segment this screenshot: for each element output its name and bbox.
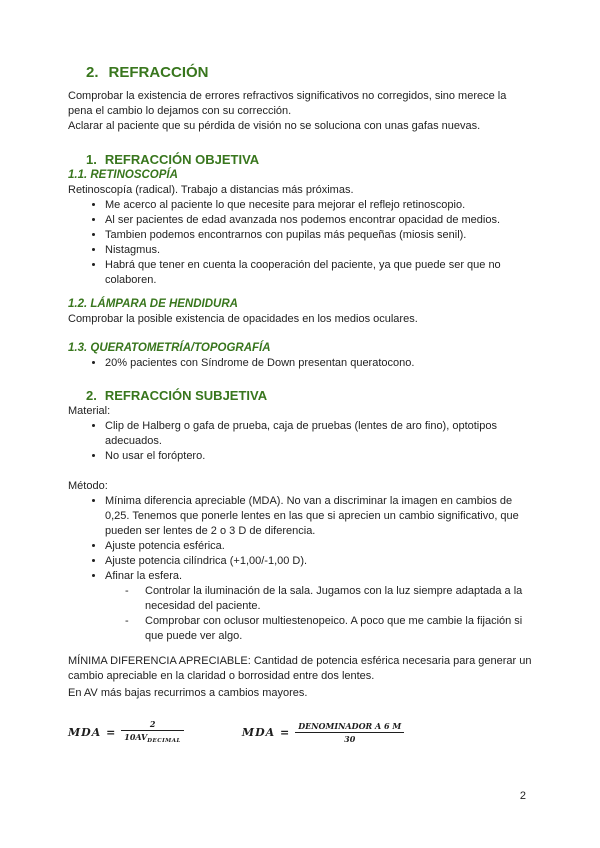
metodo-label: Método:: [68, 480, 108, 492]
main-heading: [86, 64, 532, 82]
section-heading-refraccion-objetiva: [86, 151, 532, 168]
list-item: • Afinar la esfera.: [105, 569, 532, 584]
intro-paragraph-2: Aclarar al paciente que su pérdida de visión no se soluciona con unas gafas nuevas.: [68, 120, 481, 132]
list-item: • Me acerco al paciente lo que necesite para mejorar el reflejo retinoscopio.: [105, 198, 532, 213]
list-item: - Controlar la iluminación de la sala. Jugamos con la luz siempre adaptada a la necesidad del paciente.: [145, 584, 532, 614]
queratometria-bullet-list: [68, 356, 532, 371]
list-item: • Ajuste potencia esférica.: [105, 539, 532, 554]
list-item: • Ajuste potencia cilíndrica (+1,00/-1,00 D).: [105, 554, 532, 569]
list-item: • Tambien podemos encontrarnos con pupilas más pequeñas (miosis senil).: [105, 228, 532, 243]
page-content: [68, 64, 532, 746]
section-heading-refraccion-subjetiva: [86, 387, 532, 404]
retinoscopia-intro: Retinoscopía (radical). Trabajo a distancias más próximas.: [68, 184, 354, 196]
subsection-heading-retinoscopia: 1.1. RETINOSCOPÍA: [68, 169, 178, 181]
subsection-heading-queratometria: 1.3. QUERATOMETRÍA/TOPOGRAFÍA: [68, 342, 271, 354]
section-number: 1.: [86, 152, 97, 167]
formula-row: [68, 719, 532, 746]
retinoscopia-bullet-list: [68, 198, 532, 288]
av-note: En AV más bajas recurrimos a cambios mayores.: [68, 687, 308, 699]
page-number: 2: [519, 790, 526, 802]
main-heading-number: 2.: [86, 64, 99, 81]
fraction: [121, 719, 184, 746]
formula-lhs: MDA =: [68, 726, 117, 739]
formula-lhs: MDA =: [241, 726, 291, 739]
lampara-body: Comprobar la posible existencia de opacidades en los medios oculares.: [68, 313, 418, 325]
denominator-text: 10AV: [124, 732, 148, 742]
fraction-numerator: DENOMINADOR A 6 M: [298, 721, 402, 731]
intro-paragraph-1: Comprobar la existencia de errores refractivos significativos no corregidos, sino merece la pena el cambio lo dejamos con su corrección.: [68, 90, 507, 117]
fraction-numerator: 2: [149, 719, 156, 729]
material-label: Material:: [68, 405, 111, 417]
list-item: - Comprobar con oclusor multiestenopeico. A poco que me cambie la fijación si que puede ver algo.: [145, 614, 532, 644]
section-title: REFRACCIÓN OBJETIVA: [104, 152, 260, 167]
main-heading-text: REFRACCIÓN: [108, 64, 209, 81]
list-item: • Nistagmus.: [105, 243, 532, 258]
material-bullet-list: [68, 419, 532, 464]
afinar-sub-bullet-list: [68, 584, 532, 644]
fraction: [295, 721, 404, 744]
list-item: • Mínima diferencia apreciable (MDA). No van a discriminar la imagen en cambios de 0,25. Tenemos que ponerle lentes en las que si aprecien un cambio significativo, que pueden ser lentes de 2 o 3 D de diferencia.: [105, 494, 532, 539]
mda-definition: MÍNIMA DIFERENCIA APRECIABLE: Cantidad de potencia esférica necesaria para generar un cambio apreciable en la claridad o borrosidad entre dos lentes.: [68, 655, 532, 682]
formula-mda-av-decimal: [68, 719, 184, 746]
subsection-heading-lampara-hendidura: 1.2. LÁMPARA DE HENDIDURA: [68, 298, 238, 310]
metodo-bullet-list: [68, 494, 532, 584]
section-title: REFRACCIÓN SUBJETIVA: [104, 388, 268, 403]
list-item: • 20% pacientes con Síndrome de Down presentan queratocono.: [105, 356, 532, 371]
list-item: • Al ser pacientes de edad avanzada nos podemos encontrar opacidad de medios.: [105, 213, 532, 228]
list-item: • Clip de Halberg o gafa de prueba, caja de pruebas (lentes de aro fino), optotipos adecuados.: [105, 419, 532, 449]
list-item: • Habrá que tener en cuenta la cooperación del paciente, ya que puede ser que no colaboren.: [105, 258, 532, 288]
list-item: • No usar el foróptero.: [105, 449, 532, 464]
fraction-denominator: 30: [295, 732, 404, 744]
denominator-subscript: DECIMAL: [147, 738, 181, 744]
section-number: 2.: [86, 388, 97, 403]
formula-mda-denominador-6m: [242, 721, 404, 744]
fraction-denominator: [121, 730, 184, 746]
